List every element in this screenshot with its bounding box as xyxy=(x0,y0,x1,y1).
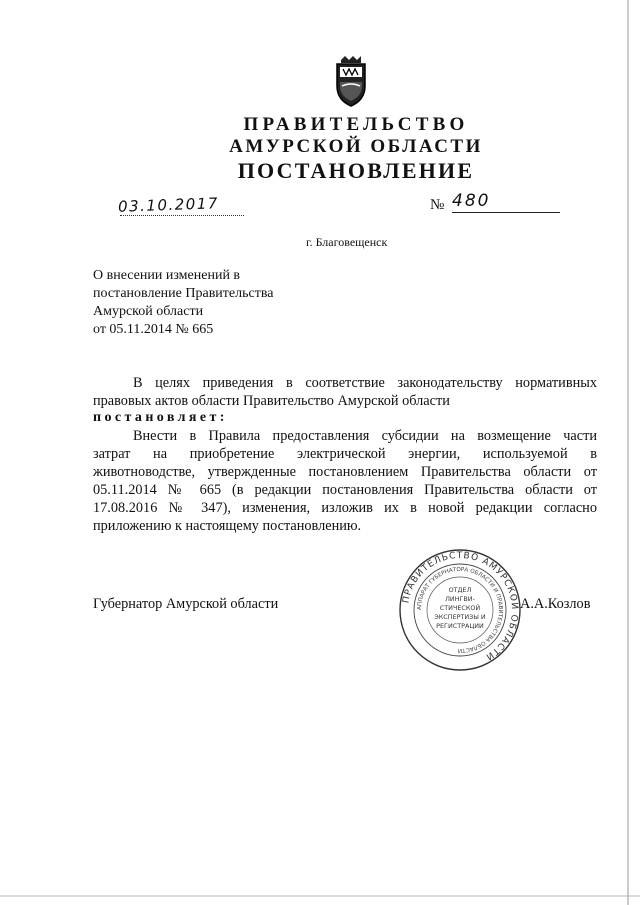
date-underline xyxy=(120,215,244,216)
city-name: г. Благовещенск xyxy=(306,235,388,249)
svg-text:ОТДЕЛ: ОТДЕЛ xyxy=(448,586,472,594)
subject-line: Амурской области xyxy=(93,304,204,319)
svg-text:ПРАВИТЕЛЬСТВО АМУРСКОЙ ОБЛАСТИ: ПРАВИТЕЛЬСТВО АМУРСКОЙ ОБЛАСТИ xyxy=(401,550,520,662)
government-name-line2: АМУРСКОЙ ОБЛАСТИ xyxy=(229,136,483,157)
government-name-line1: ПРАВИТЕЛЬСТВО xyxy=(243,114,469,135)
operative-line: 17.08.2016 № 347), изменения, изложив их в новой редакции согласно xyxy=(93,500,597,516)
document-type-title: ПОСТАНОВЛЕНИЕ xyxy=(237,158,475,183)
operative-line: Внести в Правила предоставления субсидии на возмещение части xyxy=(133,428,597,444)
handwritten-number: 480 xyxy=(452,191,491,211)
signatory-title: Губернатор Амурской области xyxy=(93,596,279,612)
svg-text:ЭКСПЕРТИЗЫ И: ЭКСПЕРТИЗЫ И xyxy=(434,613,486,621)
number-underline xyxy=(452,212,560,213)
svg-text:ЛИНГВИ-: ЛИНГВИ- xyxy=(445,595,475,603)
number-sign: № xyxy=(430,197,445,213)
operative-line: 05.11.2014 № 665 (в редакции постановления Правительства области от xyxy=(93,482,597,498)
signatory-name: А.А.Козлов xyxy=(520,596,591,612)
registration-stamp xyxy=(398,548,522,672)
decree-word: постановляет: xyxy=(93,410,228,425)
preamble-line: правовых актов области Правительство Амурской области xyxy=(93,393,450,409)
coat-of-arms-icon xyxy=(331,56,371,108)
handwritten-date: 03.10.2017 xyxy=(117,194,220,216)
svg-text:СТИЧЕСКОЙ: СТИЧЕСКОЙ xyxy=(439,604,481,612)
svg-text:РЕГИСТРАЦИИ: РЕГИСТРАЦИИ xyxy=(436,622,484,630)
operative-line: животноводстве, утвержденные постановлением Правительства области от xyxy=(93,464,597,480)
operative-line: затрат на приобретение электрической энергии, используемой в xyxy=(93,446,597,462)
subject-line: О внесении изменений в xyxy=(93,268,241,283)
subject-line: от 05.11.2014 № 665 xyxy=(93,322,214,337)
svg-text:АППАРАТ ГУБЕРНАТОРА ОБЛАСТИ И: АППАРАТ ГУБЕРНАТОРА ОБЛАСТИ И ПРАВИТЕЛЬСТВА ОБЛАСТИ xyxy=(416,566,504,654)
operative-line: приложению к настоящему постановлению. xyxy=(93,518,362,534)
subject-line: постановление Правительства xyxy=(93,286,274,301)
preamble-line: В целях приведения в соответствие законодательству нормативных xyxy=(133,375,597,391)
